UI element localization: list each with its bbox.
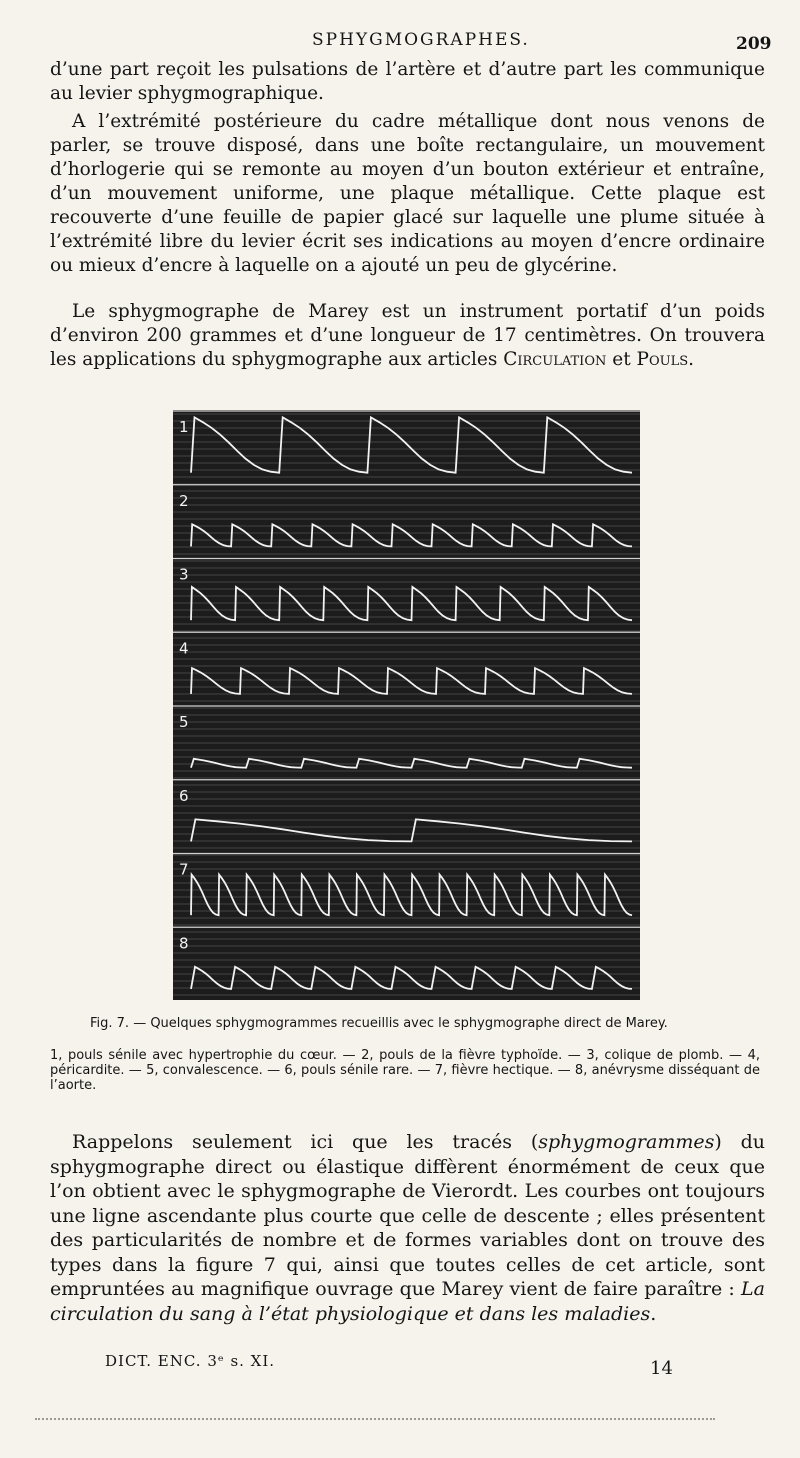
paragraph-3 (50, 300, 765, 372)
paragraph-4-text: Rappelons seulement ici que les tracés ( (72, 1131, 539, 1153)
page-number: 209 (736, 34, 772, 54)
paragraph-4-end: . (650, 1302, 657, 1325)
paragraph-3-and: et (612, 349, 631, 370)
paragraph-3-text: Le sphygmographe de Marey est un instrument portatif d’un poids d’environ 200 grammes et d’une longueur de 17 centimètres. On trouvera les applications du sphygmographe aux articles (50, 301, 765, 370)
figure-caption: Fig. 7. — Quelques sphygmogrammes recueillis avec le sphygmographe direct de Marey. (90, 1016, 668, 1031)
figure-legend: 1, pouls sénile avec hypertrophie du cœur. — 2, pouls de la fièvre typhoïde. — 3, colique de plomb. — 4, péricardite. — 5, convalescence. — 6, pouls sénile rare. — 7, fièvre hectique. — 8, anévrysme disséquant de l’aorte. (50, 1048, 760, 1093)
paragraph-3-end: . (688, 349, 695, 370)
sheet-number: 14 (650, 1358, 673, 1379)
article-ref-pouls: Pouls (636, 349, 689, 370)
running-head (0, 28, 800, 52)
page-footer (0, 1352, 800, 1382)
trace-label-7: 7 (179, 860, 189, 879)
trace-label-6: 6 (179, 786, 189, 805)
term-sphygmogrammes: sphygmogrammes (538, 1131, 715, 1153)
trace-label-1: 1 (179, 418, 189, 436)
paragraph-2: A l’extrémité postérieure du cadre métallique dont nous venons de parler, se trouve disposé, dans une boîte rectangulaire, un mouvement d’horlogerie qui se remonte au moyen d’un bouton extérieur et entraîne, d’un mouvement uniforme, une plaque métallique. Cette plaque est recouverte d’une feuille de papier glacé sur laquelle une plume située à l’extrémité libre du levier écrit ses indications au moyen d’encre ordinaire ou mieux d’encre à laquelle on a ajouté un peu de glycérine. (50, 111, 765, 276)
article-ref-circulation: Circulation (503, 349, 607, 370)
trace-label-3: 3 (179, 565, 189, 584)
sphygmogram-figure (173, 410, 640, 1000)
paragraph-4-middle: ) du sphygmographe direct ou élastique diffèrent énormément de ceux que l’on obtient avec le sphygmographe de Vierordt. Les courbes ont toujours une ligne ascendante plus courte que celle de descente ; elles présentent des particularités de nombre et de formes variables dont on trouve des types dans la figure 7 qui, ainsi que toutes celles de cet article, sont empruntées au magnifique ouvrage que Marey vient de faire paraître : (50, 1131, 765, 1300)
signature-mark: DICT. ENC. 3ᵉ s. XI. (105, 1352, 276, 1370)
bottom-rule (35, 1418, 715, 1420)
trace-label-5: 5 (179, 713, 189, 731)
running-title: SPHYGMOGRAPHES. (312, 30, 530, 50)
sphygmogram-plate (173, 410, 640, 1000)
paragraph-4 (50, 1130, 765, 1326)
paragraph-1: d’une part reçoit les pulsations de l’artère et d’autre part les communique au levier sphygmographique. (50, 59, 765, 104)
trace-label-4: 4 (179, 639, 189, 658)
book-title: La circulation du sang à l’état physiologique et dans les maladies (50, 1278, 765, 1325)
trace-label-8: 8 (179, 934, 189, 953)
trace-label-2: 2 (179, 491, 189, 510)
